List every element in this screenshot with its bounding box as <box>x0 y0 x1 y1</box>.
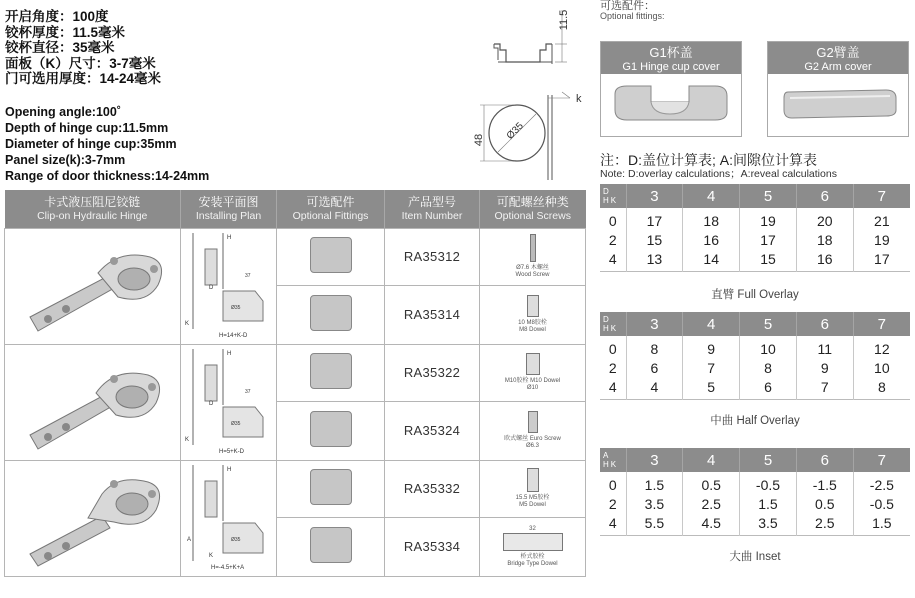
hinge-inset-image <box>18 464 168 570</box>
col-header: 6 <box>796 184 853 208</box>
plan-k-label: K <box>184 436 189 443</box>
screw-cell <box>480 460 586 517</box>
plan-dia-label: Ø35 <box>230 536 240 543</box>
screw-m8: 10 M8胶栓 M8 Dowel <box>480 295 585 334</box>
screw-wood: Ø7.6 木螺丝 Wood Screw <box>480 234 585 279</box>
col-header: 7 <box>853 448 910 472</box>
hinge-full-overlay-image <box>18 235 168 335</box>
hinge-image-cell <box>5 460 181 576</box>
screw-cell <box>480 228 586 285</box>
full-overlay-table <box>600 184 910 272</box>
col-header: 5 <box>740 184 797 208</box>
col-header: 4 <box>683 312 740 336</box>
hinge-cup-cover-image <box>601 74 741 134</box>
screw-euro: 欧式螺丝 Euro Screw Ø6.3 <box>480 411 585 450</box>
plan-k-label: K <box>184 320 189 327</box>
euro-screw-icon <box>528 411 538 433</box>
header-fittings: 可选配件 Optional Fittings <box>277 190 385 228</box>
table-row: 2 15 16 17 18 19 <box>600 229 910 250</box>
item-number: RA35334 <box>385 517 480 576</box>
wood-screw-icon <box>530 234 536 262</box>
specs-en <box>5 104 209 184</box>
spec-cn-line: 门可选用厚度：14-24毫米 <box>5 71 162 86</box>
fitting-cell <box>277 401 385 460</box>
mounting-plate-icon <box>310 295 352 331</box>
mounting-plate-icon <box>310 411 352 447</box>
overlay-header-row <box>600 312 910 336</box>
screw-cell <box>480 517 586 576</box>
header-hinge: 卡式液压阻尼铰链 Clip-on Hydraulic Hinge <box>5 190 181 228</box>
plan-a-label: A <box>186 536 191 543</box>
mounting-plate-icon <box>310 237 352 273</box>
arm-cover-image <box>768 74 908 134</box>
plan-h-label: H <box>226 234 231 241</box>
plan-h-label: H <box>226 350 231 357</box>
plan-d-label: D <box>208 284 213 291</box>
fitting-cell <box>277 517 385 576</box>
table-row: 4 5.5 4.5 3.5 2.5 1.5 <box>600 514 910 535</box>
dim-depth-label: 11.5 <box>558 9 570 31</box>
g1-cover-header: G1杯盖 G1 Hinge cup cover <box>601 42 741 74</box>
spec-en-line: Diameter of hinge cup:35mm <box>5 137 177 151</box>
col-header: 3 <box>626 184 683 208</box>
fitting-cell <box>277 285 385 344</box>
plan-formula: H=14+K-D <box>218 332 247 339</box>
table-row: 4 13 14 15 16 17 <box>600 250 910 271</box>
mounting-plate-icon <box>310 527 352 563</box>
optional-title-cn: 可选配件： <box>600 0 655 12</box>
hinge-half-overlay-image <box>18 351 168 451</box>
dim-48-label: 48 <box>473 133 485 147</box>
spec-en-line: Depth of hinge cup:11.5mm <box>5 121 169 135</box>
hinge-image-cell <box>5 344 181 460</box>
table-header-row <box>5 190 586 228</box>
plan-formula: H=-4.5+K+A <box>210 564 244 571</box>
g2-cover-header: G2臂盖 G2 Arm cover <box>768 42 908 74</box>
col-header: 5 <box>740 312 797 336</box>
dim-k-label: k <box>576 93 582 105</box>
plan-dia-label: Ø35 <box>230 420 240 427</box>
header-screws: 可配螺丝种类 Optional Screws <box>480 190 586 228</box>
overlay-header-row <box>600 448 910 472</box>
full-overlay-caption: 直臂 Full Overlay <box>711 289 799 301</box>
spec-cn-line: 铰杯厚度：11.5毫米 <box>5 24 126 40</box>
plan-dia-label: Ø35 <box>230 304 240 311</box>
item-number: RA35332 <box>385 460 480 517</box>
col-header: 4 <box>683 184 740 208</box>
corner-cell: D H K <box>600 184 626 208</box>
plan-h-label: H <box>226 466 231 473</box>
plan-cell <box>181 228 277 344</box>
spec-cn-line: 开启角度：100度 <box>5 9 109 24</box>
screw-m10: M10胶栓 M10 Dowel Ø10 <box>480 353 585 392</box>
hinge-cup-drawing <box>470 0 595 185</box>
table-row: 4 4 5 6 7 8 <box>600 378 910 399</box>
specs-cn <box>5 9 161 87</box>
table-row <box>5 460 586 517</box>
spec-en-line: Panel size(k):3-7mm <box>5 153 126 167</box>
col-header: 3 <box>626 448 683 472</box>
col-header: 6 <box>796 312 853 336</box>
table-row: 0 1.5 0.5 -0.5 -1.5 -2.5 <box>600 472 910 493</box>
mounting-plate-icon <box>310 353 352 389</box>
spec-cn-line: 铰杯直径：35毫米 <box>5 40 115 55</box>
plan-formula: H=5+K-D <box>218 448 244 455</box>
spec-en-line: Range of door thickness:14-24mm <box>5 169 210 183</box>
optional-title-en: Optional fittings: <box>600 11 665 21</box>
table-row: 0 8 9 10 11 12 <box>600 336 910 357</box>
item-number: RA35324 <box>385 401 480 460</box>
col-header: 6 <box>796 448 853 472</box>
installing-plan-drawing <box>183 461 275 573</box>
screw-cell <box>480 344 586 401</box>
g2-cover-card <box>767 41 909 137</box>
plan-cell <box>181 344 277 460</box>
plan-k-label: K <box>208 552 213 559</box>
col-header: 5 <box>740 448 797 472</box>
fitting-cell <box>277 228 385 285</box>
overlay-header-row <box>600 184 910 208</box>
corner-cell: A H K <box>600 448 626 472</box>
note-en: Note: D:overlay calculations；A:reveal calculations <box>600 168 837 180</box>
plan-d-label: D <box>208 400 213 407</box>
g1-cover-card <box>600 41 742 137</box>
table-row: 2 3.5 2.5 1.5 0.5 -0.5 <box>600 493 910 514</box>
m10-dowel-icon <box>526 353 540 375</box>
fitting-cell <box>277 344 385 401</box>
col-header: 7 <box>853 312 910 336</box>
screw-m5: 15.5 M5胶栓 M5 Dowel <box>480 468 585 509</box>
table-row <box>5 344 586 401</box>
header-item: 产品型号 Item Number <box>385 190 480 228</box>
item-number: RA35322 <box>385 344 480 401</box>
fitting-cell <box>277 460 385 517</box>
plan-cell <box>181 460 277 576</box>
spec-en-line: Opening angle:100˚ <box>5 105 121 119</box>
half-overlay-caption: 中曲 Half Overlay <box>710 415 800 427</box>
inset-caption: 大曲 Inset <box>729 551 781 563</box>
dim-35-label: Ø35 <box>504 120 526 142</box>
note-cn: 注：D:盖位计算表; A:间隙位计算表 <box>600 152 818 168</box>
spec-cn-line: 面板（K）尺寸：3-7毫米 <box>5 55 156 71</box>
product-table <box>4 190 586 577</box>
plan-dim-label: 37 <box>244 272 251 279</box>
col-header: 7 <box>853 184 910 208</box>
installing-plan-drawing <box>183 229 275 341</box>
bridge-dowel-icon <box>503 533 563 551</box>
screw-bridge: 32 桥式胶栓 Bridge Type Dowel <box>480 526 585 568</box>
header-plan: 安装平面图 Installing Plan <box>181 190 277 228</box>
screw-cell <box>480 401 586 460</box>
col-header: 4 <box>683 448 740 472</box>
installing-plan-drawing <box>183 345 275 457</box>
col-header: 3 <box>626 312 683 336</box>
item-number: RA35312 <box>385 228 480 285</box>
table-row: 0 17 18 19 20 21 <box>600 208 910 229</box>
table-row <box>5 228 586 285</box>
half-overlay-table <box>600 312 910 400</box>
m8-dowel-icon <box>527 295 539 317</box>
corner-cell: D H K <box>600 312 626 336</box>
table-row: 2 6 7 8 9 10 <box>600 357 910 378</box>
mounting-plate-icon <box>310 469 352 505</box>
screw-cell <box>480 285 586 344</box>
plan-dim-label: 37 <box>244 388 251 395</box>
inset-table <box>600 448 910 536</box>
m5-dowel-icon <box>527 468 539 492</box>
hinge-image-cell <box>5 228 181 344</box>
item-number: RA35314 <box>385 285 480 344</box>
